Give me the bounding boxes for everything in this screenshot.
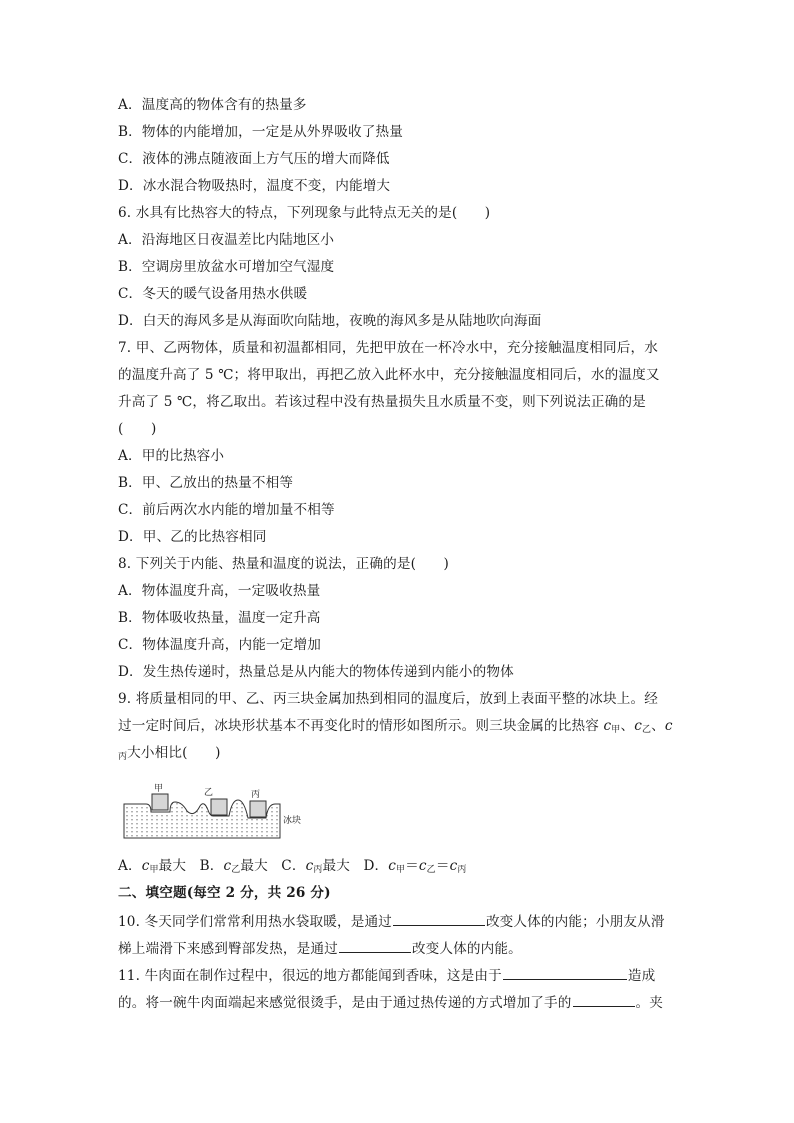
symbol-c: c	[664, 718, 673, 734]
q6-stem: 6. 水具有比热容大的特点，下列现象与此特点无关的是( )	[118, 205, 491, 221]
q8-option-c: C．物体温度升高，内能一定增加	[118, 637, 321, 653]
symbol-c: c	[305, 858, 314, 874]
q7-option-a: A．甲的比热容小	[118, 448, 225, 464]
q7-stem-line-3: 升高了 5 ℃，将乙取出。若该过程中没有热量损失且水质量不变，则下列说法正确的是	[118, 394, 646, 410]
q6-option-c: C．冬天的暖气设备用热水供暖	[118, 286, 308, 302]
q11-line-1-a: 11. 牛肉面在制作过程中，很远的地方都能闻到香味，这是由于	[118, 968, 502, 984]
q10-line-2-a: 梯上端滑下来感到臀部发热，是通过	[118, 941, 338, 957]
q10-line-1-b: 改变人体的内能；小朋友从滑	[485, 914, 665, 930]
equals-sign: ＝	[405, 858, 419, 874]
q6-option-b: B．空调房里放盆水可增加空气湿度	[118, 259, 335, 275]
metal-block-jia	[152, 794, 168, 810]
q10-line-1-a: 10. 冬天同学们常常利用热水袋取暖，是通过	[118, 914, 392, 930]
subscript-yi: 乙	[231, 865, 241, 875]
q10-answer-blank-2[interactable]	[339, 937, 411, 953]
symbol-c: c	[418, 858, 427, 874]
q5-option-b: B．物体的内能增加，一定是从外界吸收了热量	[118, 124, 404, 140]
q5-option-d: D．冰水混合物吸热时，温度不变，内能增大	[118, 178, 391, 194]
q7-stem-line-2: 的温度升高了 5 ℃；将甲取出，再把乙放入此杯水中，充分接触温度相同后，水的温度又	[118, 367, 660, 383]
symbol-c: c	[634, 718, 642, 734]
q9-stem-line-2-text: 过一定时间后，冰块形状基本不再变化时的情形如图所示。则三块金属的比热容	[118, 718, 600, 734]
q9-option-b-tail: 最大	[240, 858, 268, 874]
subscript-bing: 丙	[457, 865, 467, 875]
metal-block-bing	[250, 801, 266, 817]
q10-line-1	[118, 910, 665, 932]
q9-option-d-label: D．	[363, 858, 389, 874]
q10-answer-blank-1[interactable]	[393, 910, 485, 926]
separator: 、	[651, 718, 665, 734]
q8-option-a: A．物体温度升高，一定吸收热量	[118, 583, 321, 599]
q6-option-d: D．白天的海风多是从海面吹向陆地，夜晚的海风多是从陆地吹向海面	[118, 313, 542, 329]
q7-option-c: C．前后两次水内能的增加量不相等	[118, 502, 335, 518]
q7-stem-line-4: ( )	[118, 421, 157, 437]
q11-answer-blank-2[interactable]	[573, 991, 635, 1007]
q9-option-a-tail: 最大	[158, 858, 187, 874]
symbol-c: c	[449, 858, 458, 874]
q7-option-d: D．甲、乙的比热容相同	[118, 529, 267, 545]
q11-line-1-b: 造成	[627, 968, 656, 984]
symbol-c: c	[388, 858, 396, 874]
q10-line-2-b: 改变人体的内能。	[411, 941, 522, 957]
q7-stem-line-1: 7. 甲、乙两物体，质量和初温都相同，先把甲放在一杯冷水中，充分接触温度相同后，水	[118, 340, 659, 356]
q9-stem-line-1: 9. 将质量相同的甲、乙、丙三块金属加热到相同的温度后，放到上表面平整的冰块上。经	[118, 691, 659, 707]
q9-option-a-label: A．	[118, 858, 142, 874]
subscript-jia: 甲	[149, 865, 159, 875]
symbol-c: c	[223, 858, 232, 874]
label-bing: 丙	[251, 790, 261, 800]
subscript-yi: 乙	[641, 725, 652, 735]
label-ice: 冰块	[283, 816, 302, 826]
q9-option-c-label: C．	[281, 858, 306, 874]
q5-option-a: A．温度高的物体含有的热量多	[118, 97, 307, 113]
q9-stem-line-3	[118, 743, 221, 767]
q5-option-c: C．液体的沸点随液面上方气压的增大而降低	[118, 151, 390, 167]
equals-sign: ＝	[435, 858, 450, 874]
section-2-title: 二、填空题(每空 2 分，共 26 分)	[118, 885, 331, 901]
subscript-jia: 甲	[611, 725, 621, 735]
q9-options-line	[118, 856, 467, 880]
q9-stem-line-3-tail: 大小相比( )	[127, 745, 221, 761]
q11-line-2-b: 。夹	[635, 995, 664, 1011]
subscript-jia: 甲	[396, 865, 406, 875]
q11-line-1	[118, 964, 655, 986]
q8-stem: 8. 下列关于内能、热量和温度的说法，正确的是( )	[118, 556, 450, 572]
metal-block-yi	[211, 799, 227, 815]
subscript-bing: 丙	[118, 752, 128, 762]
q9-stem-line-2	[118, 716, 673, 740]
q11-line-2	[118, 991, 663, 1013]
q6-option-a: A．沿海地区日夜温差比内陆地区小	[118, 232, 335, 248]
label-yi: 乙	[204, 788, 214, 798]
q11-answer-blank-1[interactable]	[503, 964, 627, 980]
ice-block-figure	[120, 782, 320, 844]
symbol-c: c	[141, 858, 150, 874]
q7-option-b: B．甲、乙放出的热量不相等	[118, 475, 294, 491]
subscript-bing: 丙	[313, 865, 323, 875]
q9-option-c-tail: 最大	[322, 858, 351, 874]
label-jia: 甲	[154, 784, 164, 794]
q11-line-2-a: 的。将一碗牛肉面端起来感觉很烫手，是由于通过热传递的方式增加了手的	[118, 995, 572, 1011]
separator: 、	[620, 718, 635, 734]
symbol-c: c	[603, 718, 612, 734]
q10-line-2	[118, 937, 522, 959]
q8-option-d: D．发生热传递时，热量总是从内能大的物体传递到内能小的物体	[118, 664, 514, 680]
q9-option-b-label: B．	[199, 858, 224, 874]
q8-option-b: B．物体吸收热量，温度一定升高	[118, 610, 321, 626]
subscript-yi: 乙	[426, 865, 436, 875]
